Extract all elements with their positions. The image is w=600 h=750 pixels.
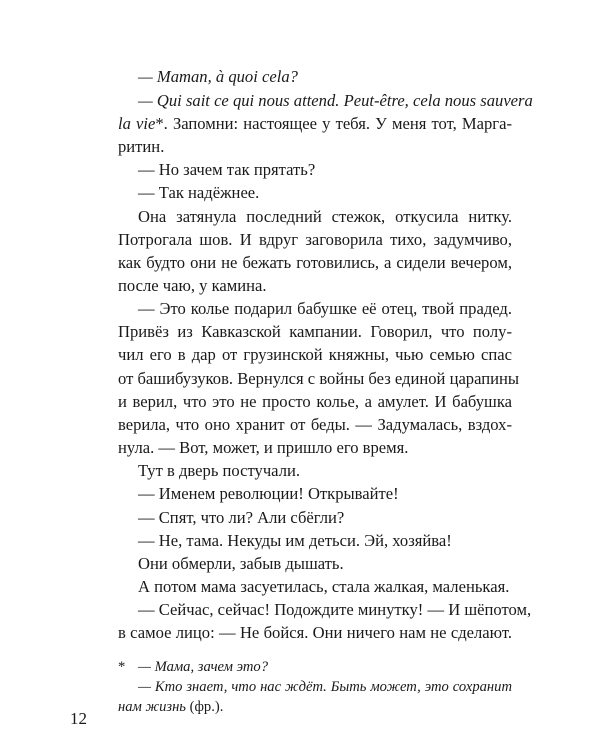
text-line: в самое лицо: — Не бойся. Они ничего нам не сделают. <box>118 623 512 642</box>
footnote-line <box>118 657 512 677</box>
text-line: — Так надёжнее. <box>138 183 260 202</box>
text-line: ритин. <box>118 137 165 156</box>
text-line: Потрогала шов. И вдруг заговорила тихо, задумчиво, <box>118 230 512 249</box>
text-span: *. Запомни: настоящее у тебя. У меня тот, Марга- <box>155 114 512 133</box>
text-line: от башибузуков. Вернулся с войны без единой царапины <box>118 369 520 388</box>
footnote-line <box>118 677 512 697</box>
text-line: — Спят, что ли? Али сбёгли? <box>138 508 345 527</box>
text-line: и верил, что это не просто колье, а амулет. И бабушка <box>118 392 512 411</box>
text-line <box>118 113 512 135</box>
text-line: Они обмерли, забыв дышать. <box>138 554 344 573</box>
text-line: чил его в дар от грузинской княжны, чью семью спас <box>118 345 512 364</box>
footnote-text: — Кто знает, что нас ждёт. Быть может, это сохранит <box>138 679 512 695</box>
text-line: — Это колье подарил бабушке её отец, твой прадед. <box>138 299 512 318</box>
footnote-line <box>118 697 512 717</box>
text-line: как будто они не бежать готовились, а сидели вечером, <box>118 253 512 272</box>
text-line: — Сейчас, сейчас! Подождите минутку! — И шёпотом, <box>138 600 532 619</box>
french-line: — Maman, à quoi cela? <box>138 67 298 86</box>
text-line: Тут в дверь постучали. <box>138 461 300 480</box>
text-line: Привёз из Кавказской кампании. Говорил, что полу- <box>118 322 512 341</box>
footnote-marker: * <box>118 659 126 675</box>
footnote-text: — Мама, зачем это? <box>138 659 268 675</box>
page-number: 12 <box>70 709 87 728</box>
text-line: после чаю, у камина. <box>118 276 267 295</box>
text-line <box>118 66 512 88</box>
french-line: — Qui sait ce qui nous attend. Peut-être, cela nous sauvera <box>138 91 533 110</box>
text-line: верила, что оно хранит от беды. — Задумалась, вздох- <box>118 415 512 434</box>
text-line: — Именем революции! Открывайте! <box>138 484 399 503</box>
text-line: А потом мама засуетилась, стала жалкая, маленькая. <box>138 577 510 596</box>
text-line <box>118 90 533 112</box>
french-line: la vie <box>118 114 156 133</box>
footnote-text: (фр.). <box>185 699 224 715</box>
text-line: нула. — Вот, может, и пришло его время. <box>118 438 409 457</box>
footnote-text: нам жизнь <box>118 699 186 715</box>
text-line: — Не, тама. Некуды им детьси. Эй, хозяйва! <box>138 531 452 550</box>
text-line: Она затянула последний стежок, откусила нитку. <box>138 207 512 226</box>
text-line: — Но зачем так прятать? <box>138 160 316 179</box>
